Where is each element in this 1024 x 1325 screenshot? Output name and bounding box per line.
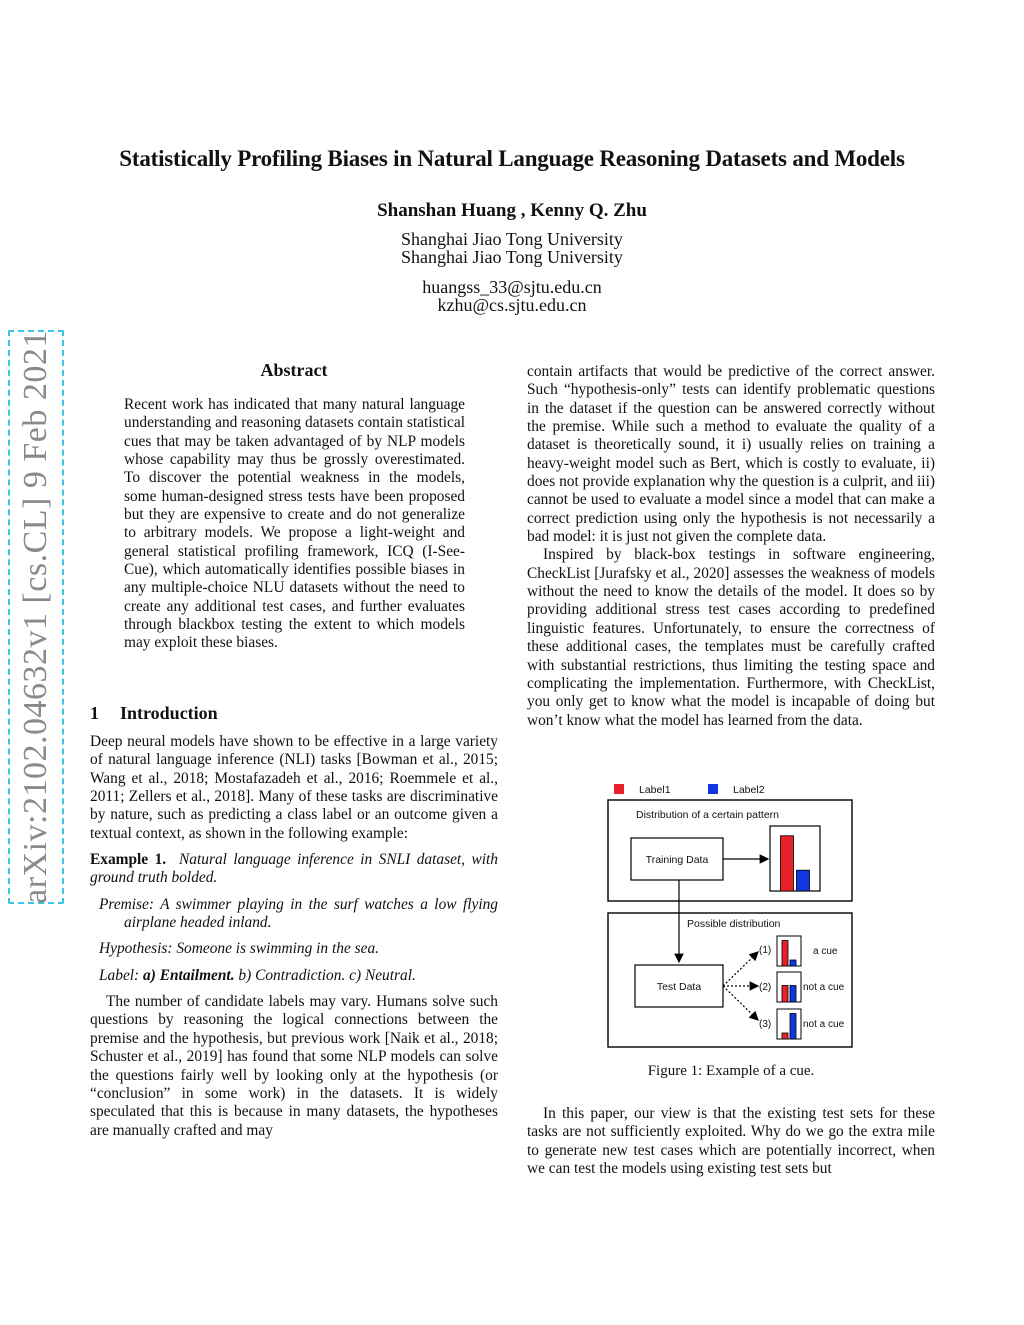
legend-label1: Label1 xyxy=(639,784,671,796)
section-title: Introduction xyxy=(120,703,218,723)
emails xyxy=(0,278,1024,314)
case-1-number: (1) xyxy=(759,945,772,956)
right-column-top xyxy=(527,363,935,730)
case-3-bar-label1 xyxy=(782,1033,788,1039)
example-label: Example 1. xyxy=(90,851,167,869)
email-2: kzhu@cs.sjtu.edu.cn xyxy=(437,295,587,315)
possible-distribution-title: Possible distribution xyxy=(687,918,781,930)
arxiv-id: arXiv:2102.04632v1 [cs.CL] 9 Feb 2021 xyxy=(17,330,54,904)
paper-title: Statistically Profiling Biases in Natural Language Reasoning Datasets and Models xyxy=(119,146,905,171)
arrow-case-1 xyxy=(723,952,758,986)
case-2-number: (2) xyxy=(759,982,772,993)
right-paragraph-1: contain artifacts that would be predictive of the correct answer. Such “hypothesis-only” tests can identify problematic questions in the dataset if the question can be answered correctly without the premise. While such a method to evaluate the quality of a dataset is theoretically sound, it i) usually relies on training a heavy-weight model such as Bert, which is costly to evaluate, ii) does not provide explanation why the question is a culprit, and iii) cannot be used to evaluate a model since a model that can make a correct prediction using only the hypothesis is not necessarily a bad model: it is just not given the complete data. xyxy=(527,363,935,546)
figure-1 xyxy=(600,776,870,1056)
training-bar-label1 xyxy=(781,836,794,891)
left-column xyxy=(90,733,498,1140)
label-others: b) Contradiction. c) Neutral. xyxy=(238,966,416,984)
distribution-box-title: Distribution of a certain pattern xyxy=(636,809,779,821)
affiliation-1: Shanghai Jiao Tong University xyxy=(401,229,623,249)
affiliations xyxy=(0,230,1024,266)
abstract-heading: Abstract xyxy=(260,360,328,380)
section-heading-introduction xyxy=(90,703,218,724)
case-3-label: not a cue xyxy=(803,1019,845,1030)
case-1-chart-frame xyxy=(777,936,801,966)
abstract-body xyxy=(124,396,465,653)
training-data-label: Training Data xyxy=(645,854,709,866)
section-number: 1 xyxy=(90,703,99,723)
label-prefix: Label: xyxy=(99,966,140,984)
right-paragraph-2: Inspired by black-box testings in software engineering, CheckList [Jurafsky et al., 2020] assesses the weakness of models without the need to know the details of the model. It does so by providing additional stress test cases according to predefined linguistic features. Unfortunately, to ensure the correctness of these additional cases, the templates must be carefully crafted with substantial restrictions, thus limiting the testing space and complicating the implementation. Furthermore, with CheckList, you only get to know what the model is incapable of doing but won’t know what the model has learned from the data. xyxy=(527,546,935,729)
right-paragraph-3: In this paper, our view is that the existing test sets for these tasks are not sufficiently exploited. Why do we go the extra mile to generate new test cases which are potentially incorrect, when we can test the models using existing test sets but xyxy=(527,1105,935,1178)
example-premise: Premise: A swimmer playing in the surf watches a low flying airplane headed inland. xyxy=(99,895,498,932)
legend-swatch-label2 xyxy=(708,784,718,794)
legend-swatch-label1 xyxy=(614,784,624,794)
case-1-bar-label1 xyxy=(782,941,788,967)
case-2-chart-frame xyxy=(777,972,801,1002)
case-2-bar-label2 xyxy=(790,986,796,1003)
case-3-number: (3) xyxy=(759,1019,772,1030)
email-1: huangss_33@sjtu.edu.cn xyxy=(422,277,602,297)
affiliation-2: Shanghai Jiao Tong University xyxy=(401,247,623,267)
arrow-case-3 xyxy=(723,986,758,1020)
figure-1-diagram xyxy=(600,776,870,1056)
case-3-bar-label2 xyxy=(790,1014,796,1040)
example-caption: Natural language inference in SNLI dataset, with ground truth bolded. xyxy=(90,851,498,887)
training-bar-chart-frame xyxy=(770,826,820,891)
case-3-chart-frame xyxy=(777,1009,801,1039)
legend-label2: Label2 xyxy=(733,784,765,796)
training-bar-label2 xyxy=(797,870,810,891)
example-labels xyxy=(99,967,498,985)
author-list: Shanshan Huang , Kenny Q. Zhu xyxy=(377,200,647,221)
right-column-bottom xyxy=(527,1105,935,1178)
case-2-label: not a cue xyxy=(803,982,845,993)
abstract-text: Recent work has indicated that many natural language understanding and reasoning datasets contain statistical cues that may be taken advantaged of by NLP models whose capability may thus be grossly overestimated. To discover the potential weakness in the models, some human-designed stress tests have been proposed but they are expensive to create and do not generalize to arbitrary models. We propose a light-weight and general statistical profiling framework, ICQ (I-See-Cue), which automatically identifies possible biases in any multiple-choice NLU datasets without the need to create any additional test cases, and further evaluates through blackbox testing the extent to which models may exploit these biases. xyxy=(124,396,465,652)
test-data-label: Test Data xyxy=(656,981,702,993)
intro-paragraph-1: Deep neural models have shown to be effective in a large variety of natural language inference (NLI) tasks [Bowman et al., 2015; Wang et al., 2018; Mostafazadeh et al., 2016; Roemmele et al., 2011; Zellers et al., 2018]. Many of these tasks are discriminative by nature, such as predicting a class label or an outcome given a textual context, as shown in the following example: xyxy=(90,733,498,842)
case-1-bar-label2 xyxy=(790,960,796,966)
example-hypothesis: Hypothesis: Someone is swimming in the sea. xyxy=(99,940,379,958)
figure-1-caption: Figure 1: Example of a cue. xyxy=(647,1063,815,1079)
arxiv-stamp xyxy=(8,330,64,904)
label-answer: a) Entailment. xyxy=(143,966,235,984)
example-heading xyxy=(90,851,498,888)
case-2-bar-label1 xyxy=(782,986,788,1003)
case-1-label: a cue xyxy=(813,946,838,957)
intro-paragraph-2: The number of candidate labels may vary. Humans solve such questions by reasoning the logical connections between the premise and the hypothesis, but previous work [Naik et al., 2018; Schuster et al., 2019] has found that some NLP models can solve the questions fairly well by looking only at the hypothesis (or “conclusion” in some work) in the datasets. It is widely speculated that this is because in many datasets, the hypotheses are manually crafted and may xyxy=(90,993,498,1139)
